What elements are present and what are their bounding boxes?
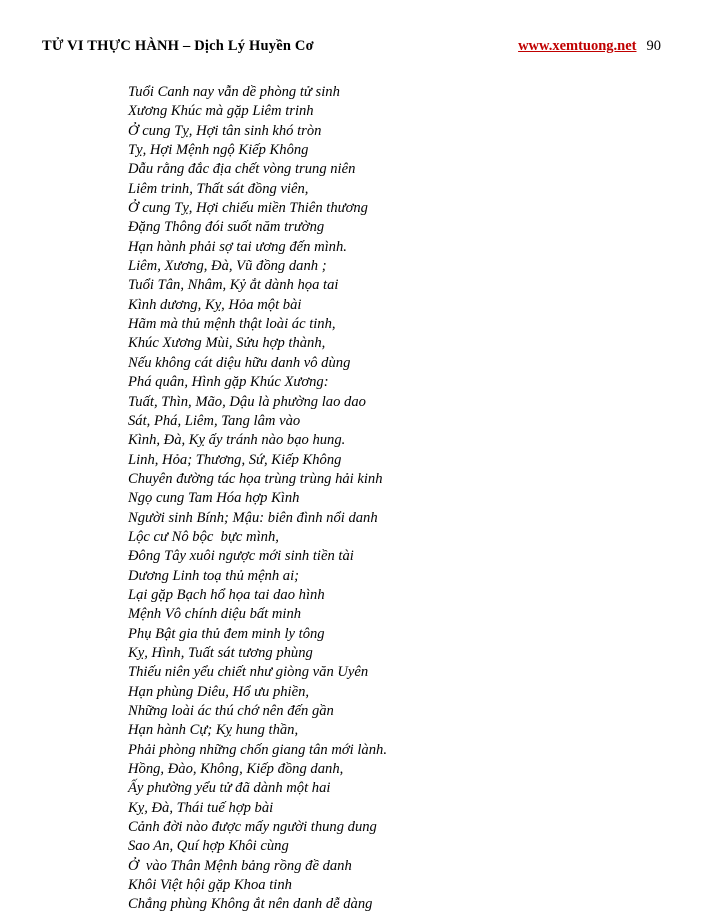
verse-line: Hạn hành phải sợ tai ương đến mình. <box>128 238 347 255</box>
verse-line: Dẫu rằng đắc địa chết vòng trung niên <box>128 161 356 178</box>
verse-line: Linh, Hỏa; Thương, Sứ, Kiếp Không <box>128 451 342 468</box>
verse-line: Khúc Xương Mùi, Sửu hợp thành, <box>128 335 326 352</box>
verse-line: Ngọ cung Tam Hóa hợp Kình <box>128 490 300 507</box>
header-right-group <box>518 38 661 55</box>
document-title: TỬ VI THỰC HÀNH – Dịch Lý Huyền Cơ <box>42 38 314 54</box>
page-number: 90 <box>646 38 661 54</box>
verse-line: Người sinh Bính; Mậu: biên đình nổi danh <box>128 509 378 526</box>
verse-line: Liêm, Xương, Đà, Vũ đồng danh ; <box>128 258 327 275</box>
verse-line: Ấy phường yểu tử đã dành một hai <box>128 780 331 797</box>
verse-line: Tỵ, Hợi Mệnh ngộ Kiếp Không <box>128 142 309 159</box>
verse-line: Xương Khúc mà gặp Liêm trinh <box>128 103 314 120</box>
verse-line: Tuất, Thìn, Mão, Dậu là phường lao dao <box>128 393 366 410</box>
verse-line: Kỵ, Đà, Thái tuế hợp bài <box>128 799 274 816</box>
verse-line: Kình dương, Kỵ, Hỏa một bài <box>128 296 302 313</box>
verse-line: Phụ Bật gia thủ đem minh ly tông <box>128 625 325 642</box>
verse-line: Hạn phùng Diêu, Hổ ưu phiền, <box>128 683 310 700</box>
verse-line: Nếu không cát diệu hữu danh vô dùng <box>128 354 351 371</box>
verse-line: Mệnh Vô chính diệu bất minh <box>128 606 302 623</box>
verse-block <box>40 83 665 915</box>
verse-line: Chẳng phùng Không ắt nên danh dễ dàng <box>128 896 373 913</box>
verse-line: Hồng, Đào, Không, Kiếp đồng danh, <box>128 761 344 778</box>
verse-line: Thiếu niên yểu chiết như giòng văn Uyên <box>128 664 369 681</box>
verse-line: Sát, Phá, Liêm, Tang lâm vào <box>128 412 301 429</box>
verse-line: Hạn hành Cự; Kỵ hung thần, <box>128 722 299 739</box>
verse-line: Đông Tây xuôi ngược mới sinh tiền tài <box>128 548 354 565</box>
page-header <box>40 38 665 55</box>
verse-line: Kỵ, Hình, Tuất sát tương phùng <box>128 644 313 661</box>
verse-line: Ở vào Thân Mệnh bảng rồng đề danh <box>128 857 352 874</box>
verse-line: Những loài ác thú chớ nên đến gần <box>128 703 334 719</box>
verse-line: Liêm trinh, Thất sát đồng viên, <box>128 180 309 197</box>
verse-line: Tuổi Canh nay vẫn dề phòng tử sinh <box>128 84 340 100</box>
verse-line: Khôi Việt hội gặp Khoa tinh <box>128 877 292 894</box>
verse-line: Lộc cư Nô bộc bực mình, <box>128 528 279 545</box>
verse-line: Hãm mà thủ mệnh thật loài ác tinh, <box>128 316 336 333</box>
verse-line: Dương Linh toạ thủ mệnh ai; <box>128 567 300 584</box>
verse-line: Tuổi Tân, Nhâm, Kỷ ắt dành họa tai <box>128 277 339 294</box>
verse-line: Ở cung Tỵ, Hợi tân sinh khó tròn <box>128 122 322 139</box>
verse-line: Chuyên đường tác họa trùng trùng hải kinh <box>128 470 383 487</box>
verse-line: Sao An, Quí hợp Khôi cùng <box>128 838 289 855</box>
verse-line: Phải phòng những chốn giang tân mới lành. <box>128 741 387 758</box>
verse-line: Kình, Đà, Kỵ ấy tránh nào bạo hung. <box>128 432 346 449</box>
verse-line: Lại gặp Bạch hổ họa tai dao hình <box>128 586 325 603</box>
verse-line: Ở cung Tỵ, Hợi chiếu miền Thiên thương <box>128 200 368 217</box>
website-link[interactable]: www.xemtuong.net <box>518 38 637 54</box>
verse-line: Phá quân, Hình gặp Khúc Xương: <box>128 374 329 391</box>
verse-line: Đặng Thông đói suốt năm trường <box>128 219 325 236</box>
verse-line: Cảnh đời nào được mấy người thung dung <box>128 819 377 836</box>
